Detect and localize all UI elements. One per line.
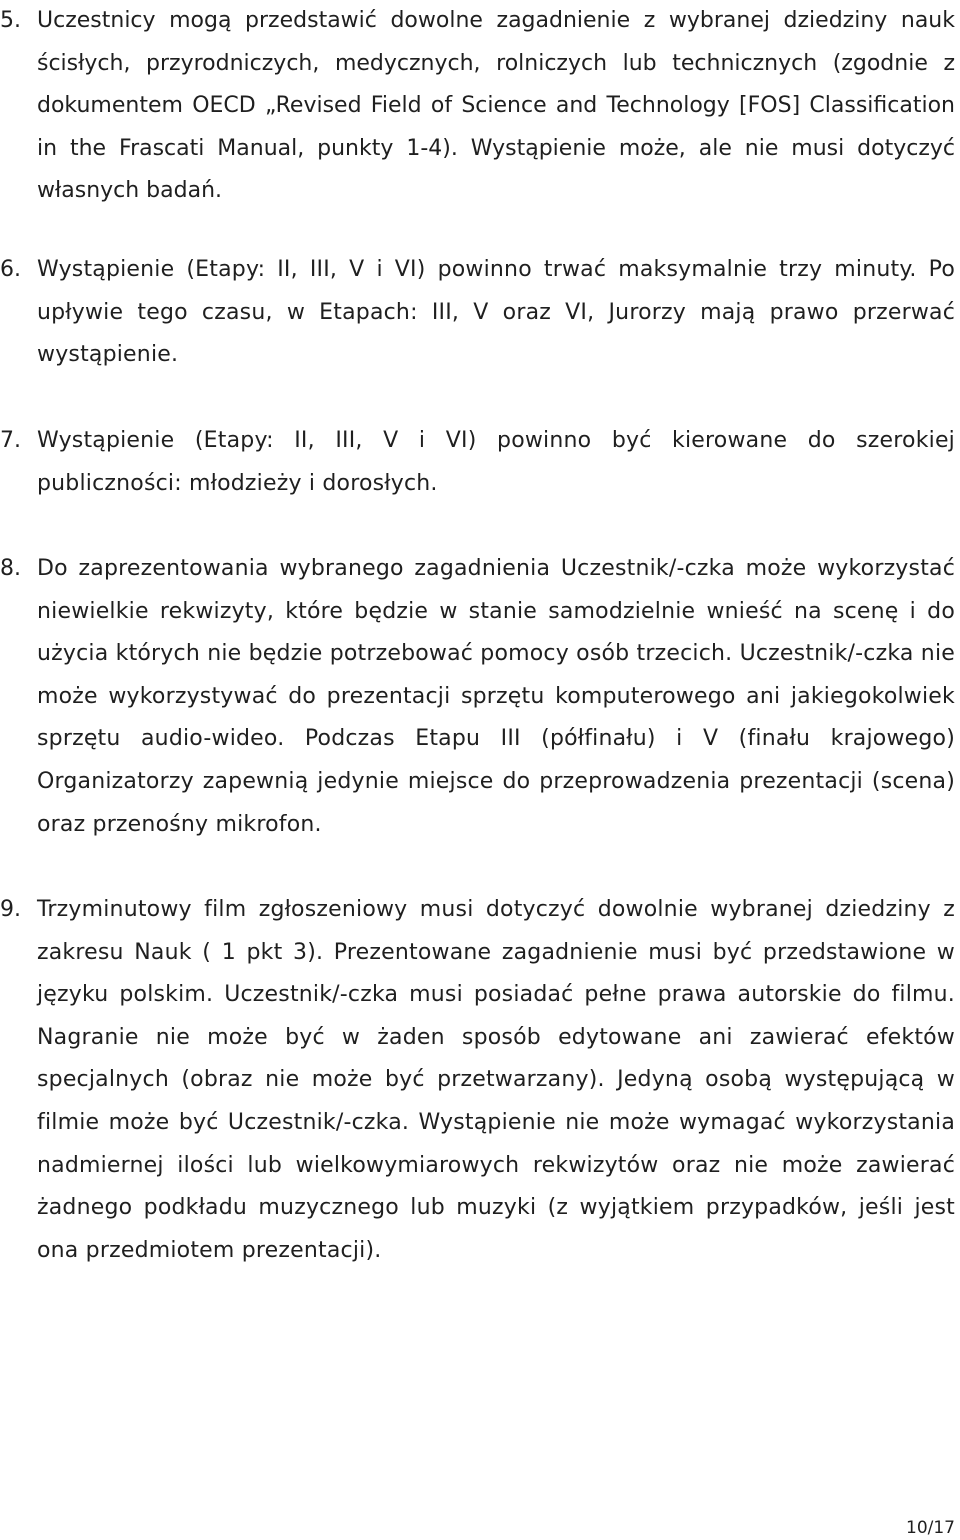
item-number: 6. bbox=[0, 257, 21, 282]
item-text: Do zaprezentowania wybranego zagadnienia Uczestnik/-czka może wykorzystać niewielkie rekwizyty, które będzie w stanie samodzielnie wnieść na scenę i do użycia których nie będzie potrzebować pomocy osób trzecich. Uczestnik/-czka nie może wykorzystywać do prezentacji sprzętu komputerowego ani jakiegokolwiek sprzętu audio-wideo. Podczas Etapu III (półfinału) i V (finału krajowego) Organizatorzy zapewnią jedynie miejsce do przeprowadzenia prezentacji (scena) oraz przenośny mikrofon. bbox=[37, 556, 955, 837]
item-text: Wystąpienie (Etapy: II, III, V i VI) powinno trwać maksymalnie trzy minuty. Po upływie tego czasu, w Etapach: III, V oraz VI, Jurorzy mają prawo przerwać wystąpienie. bbox=[37, 257, 955, 368]
item-text: Uczestnicy mogą przedstawić dowolne zagadnienie z wybranej dziedziny nauk ścisłych, przyrodniczych, medycznych, rolniczych lub technicznych (zgodnie z dokumentem OECD „Revised Field of Science and Technology [FOS] Classification in the Frascati Manual, punkty 1-4). Wystąpienie może, ale nie musi dotyczyć własnych badań. bbox=[37, 8, 955, 204]
page-number: 10/17 bbox=[906, 1518, 955, 1538]
item-text: Trzyminutowy film zgłoszeniowy musi dotyczyć dowolnie wybranej dziedziny z zakresu Nauk ( 1 pkt 3). Prezentowane zagadnienie musi być przedstawione w języku polskim. Uczestnik/-czka musi posiadać pełne prawa autorskie do filmu. Nagranie nie może być w żaden sposób edytowane ani zawierać efektów specjalnych (obraz nie może być przetwarzany). Jedyną osobą występującą w filmie może być Uczestnik/-czka. Wystąpienie nie może wymagać wykorzystania nadmiernej ilości lub wielkowymiarowych rekwizytów oraz nie może zawierać żadnego podkładu muzycznego lub muzyki (z wyjątkiem przypadków, jeśli jest ona przedmiotem prezentacji). bbox=[37, 897, 955, 1263]
item-number: 8. bbox=[0, 556, 21, 581]
item-number: 9. bbox=[0, 897, 21, 922]
item-number: 5. bbox=[0, 8, 21, 33]
item-number: 7. bbox=[0, 428, 21, 453]
item-text: Wystąpienie (Etapy: II, III, V i VI) powinno być kierowane do szerokiej publiczności: młodzieży i dorosłych. bbox=[37, 428, 955, 496]
